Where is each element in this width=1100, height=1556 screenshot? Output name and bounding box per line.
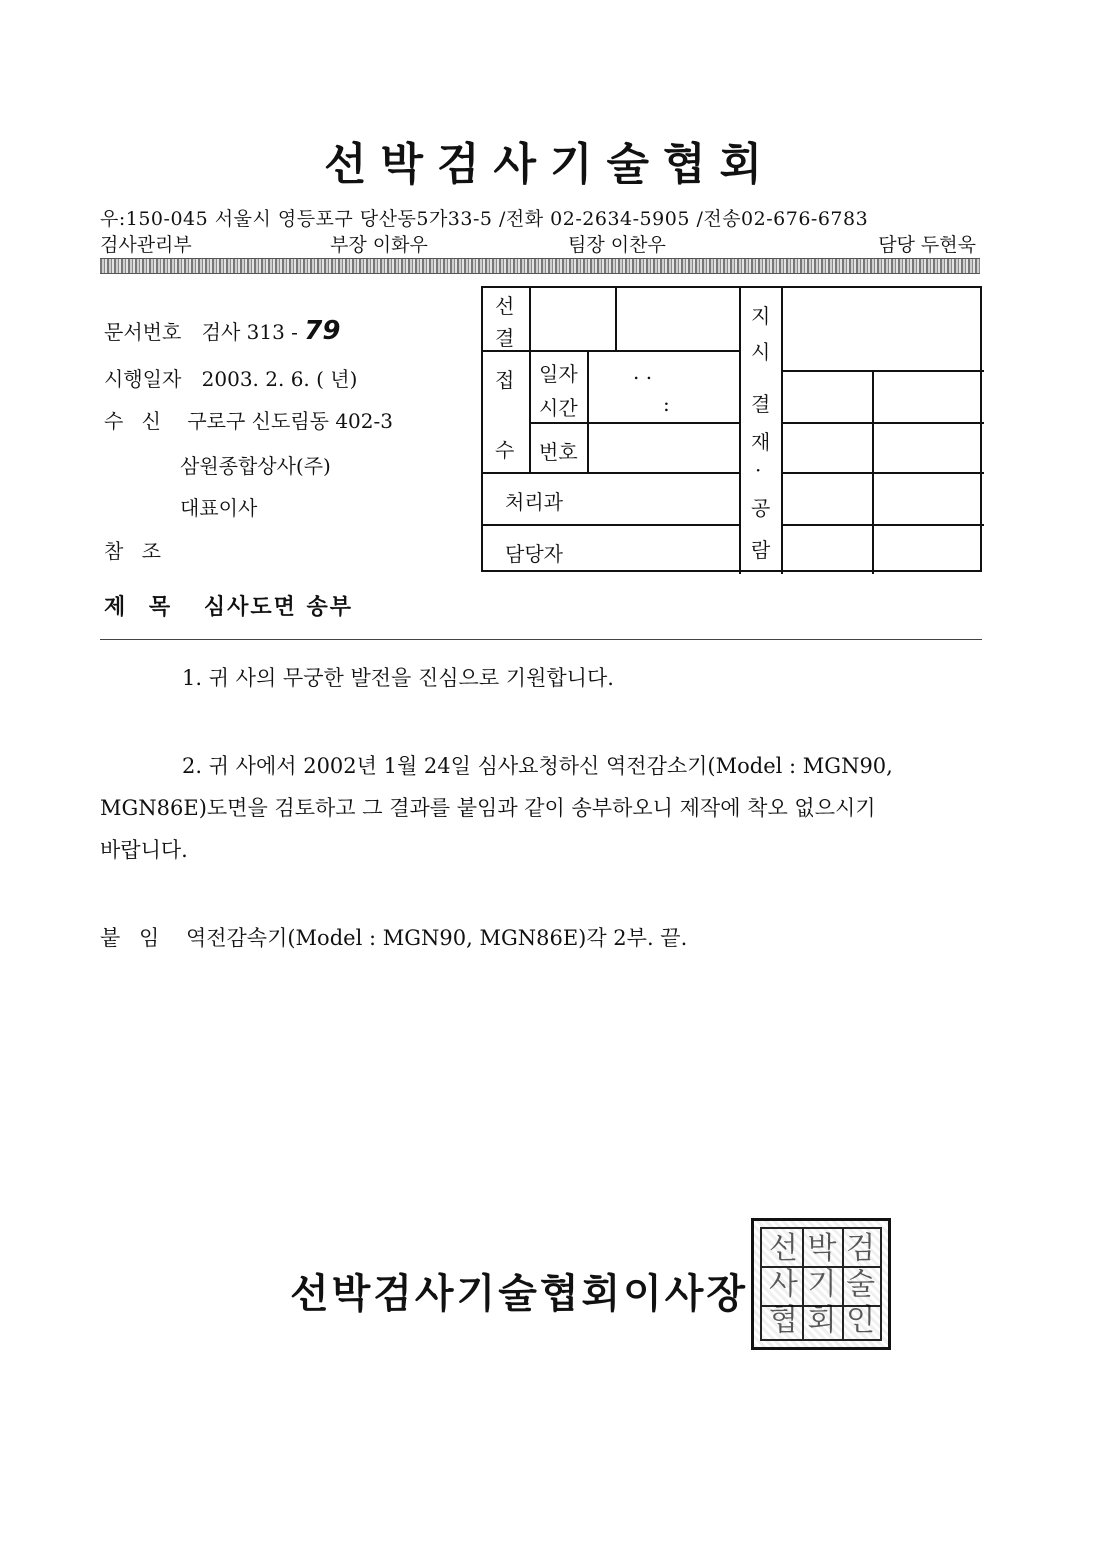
subject-label: 제 목 — [104, 594, 179, 620]
date-row — [104, 363, 357, 392]
date-value: 2003. 2. 6. ( 년) — [201, 367, 358, 391]
document-title: 선박검사기술협회 — [323, 139, 777, 190]
subject-rule — [100, 639, 982, 640]
seal-char: 회 — [807, 1303, 837, 1338]
paragraph-1: 1. 귀 사의 무궁한 발전을 진심으로 기원합니다. — [182, 666, 614, 690]
reference-label: 참 조 — [104, 539, 167, 563]
address-line: 우:150-045 서울시 영등포구 당산동5가33-5 /전화 02-2634-5905 /전송02-676-6783 — [100, 208, 869, 230]
seal-char: 박 — [807, 1231, 837, 1266]
cell-ilja: 일자 — [539, 362, 578, 386]
cell-seon: 선 — [495, 294, 515, 318]
paragraph-2-line-3: 바랍니다. — [100, 838, 188, 862]
staff-line — [100, 230, 980, 256]
recipient-title: 대표이사 — [180, 496, 258, 520]
cell-si: 시 — [751, 340, 771, 364]
attachment-text: 역전감속기(Model : MGN90, MGN86E)각 2부. 끝. — [185, 926, 688, 950]
seal-char: 선 — [768, 1231, 798, 1266]
subject-text: 심사도면 송부 — [203, 594, 354, 620]
cell-sigan: 시간 — [539, 396, 578, 420]
department: 검사관리부 — [100, 234, 192, 256]
recipient-label: 수 신 — [104, 409, 167, 433]
cell-gyeol: 결 — [495, 326, 515, 350]
paragraph-2-line-2: MGN86E)도면을 검토하고 그 결과를 붙임과 같이 송부하오니 제작에 착오 없으시기 — [100, 796, 876, 820]
attachment-label: 붙 임 — [100, 926, 166, 950]
seal-char: 인 — [846, 1303, 876, 1338]
staff-in-charge: 담당 두현욱 — [878, 234, 976, 256]
cell-damdangja: 담당자 — [505, 542, 563, 566]
recipient-company: 삼원종합상사(주) — [180, 454, 331, 478]
cell-dot: · — [755, 458, 762, 482]
cell-beonho: 번호 — [539, 440, 578, 464]
seal-characters — [764, 1231, 880, 1339]
cell-jae: 재 — [751, 430, 771, 454]
date-label: 시행일자 — [104, 367, 182, 391]
cell-ram: 람 — [751, 538, 771, 562]
cell-time-colon: : — [663, 392, 670, 416]
doc-number-row — [104, 316, 340, 346]
team-leader: 팀장 이찬우 — [568, 234, 666, 256]
doc-number-label: 문서번호 — [104, 320, 182, 344]
doc-number-handwritten: 79 — [304, 316, 341, 346]
cell-gong: 공 — [751, 496, 771, 520]
seal-char: 사 — [768, 1267, 798, 1302]
seal-char: 협 — [768, 1303, 798, 1338]
attachment-row — [100, 922, 687, 952]
recipient-address: 구로구 신도림동 402-3 — [187, 409, 393, 433]
cell-jeop: 접 — [495, 368, 515, 392]
closing-signature: 선박검사기술협회이사장 — [290, 1270, 749, 1317]
cell-su: 수 — [495, 438, 515, 462]
seal-char: 술 — [846, 1267, 876, 1302]
manager: 부장 이화우 — [330, 234, 428, 256]
cell-cheori-gwa: 처리과 — [505, 490, 563, 514]
subject-row — [104, 590, 353, 621]
cell-ji: 지 — [751, 304, 771, 328]
seal-char: 검 — [846, 1231, 876, 1266]
paragraph-2-line-1: 2. 귀 사에서 2002년 1월 24일 심사요청하신 역전감소기(Model : MGN90, — [182, 754, 893, 778]
approval-table — [481, 286, 982, 572]
recipient-row — [104, 405, 393, 434]
header-divider — [100, 258, 980, 274]
doc-number-value: 검사 313 - — [201, 320, 298, 344]
official-seal — [751, 1218, 891, 1350]
seal-char: 기 — [807, 1267, 837, 1302]
cell-gyeol2: 결 — [751, 392, 771, 416]
cell-date-dots: . . — [633, 360, 653, 384]
